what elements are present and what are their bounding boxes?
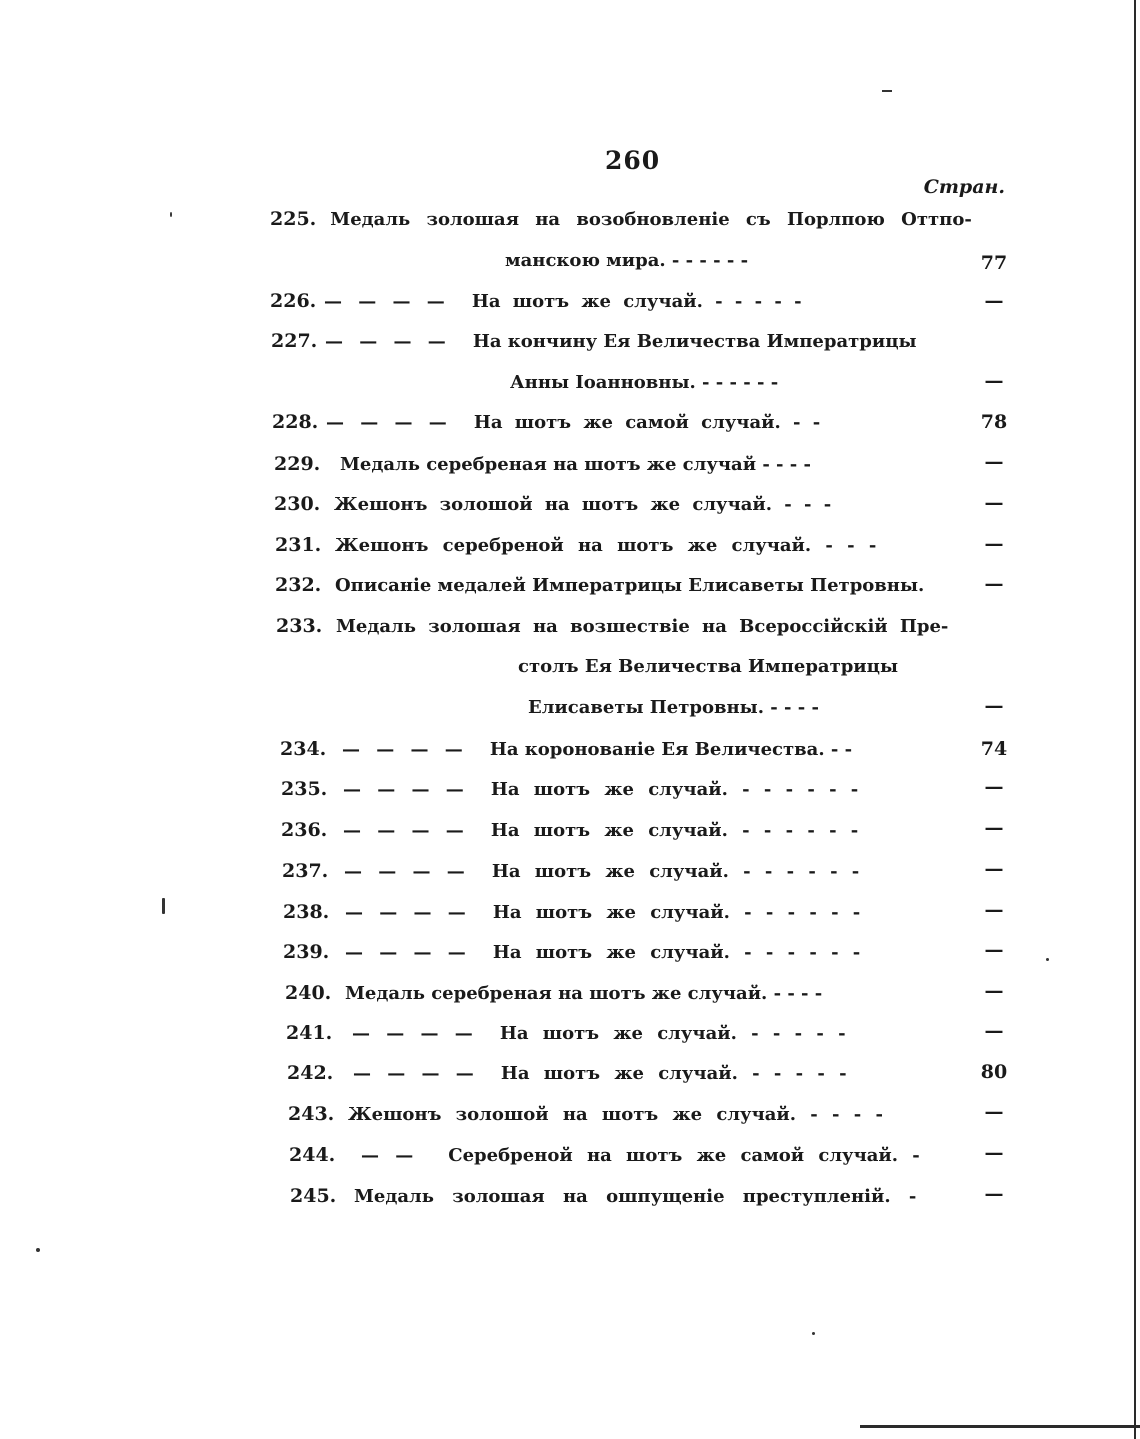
- toc-entry: [270, 290, 802, 313]
- entry-title: На шотъ же случай. - - - - - -: [492, 902, 861, 923]
- entry-number: 234.: [280, 738, 327, 760]
- entry-title: Медаль золошая на ошпущеніе преступленій. -: [354, 1186, 917, 1207]
- ink-speck: [170, 212, 172, 217]
- entry-title: На кончину Ея Величества Императрицы: [472, 331, 917, 352]
- toc-entry: [289, 1144, 920, 1167]
- toc-entry: [276, 615, 948, 638]
- entry-page: —: [984, 980, 1004, 1002]
- entry-title: Медаль серебреная на шотъ же случай. - - - -: [345, 983, 823, 1004]
- toc-entry: [274, 493, 831, 516]
- entry-number: 231.: [275, 534, 322, 556]
- entry-page: —: [984, 1142, 1004, 1164]
- entry-number: 236.: [281, 819, 328, 841]
- ditto-dashes: — — — —: [345, 902, 471, 923]
- entry-title: На шотъ же случай. - - - - - -: [490, 820, 859, 841]
- entry-page: —: [984, 899, 1004, 921]
- toc-entry: [290, 1185, 916, 1208]
- entry-number: 243.: [288, 1103, 335, 1125]
- entry-page: —: [984, 695, 1004, 717]
- ditto-dashes: — — — —: [326, 412, 452, 433]
- ditto-dashes: — — — —: [342, 739, 468, 760]
- entry-number: 238.: [283, 901, 330, 923]
- entry-page: —: [984, 370, 1004, 392]
- entry-number: 229.: [274, 453, 321, 475]
- ink-speck: [812, 1332, 815, 1335]
- toc-entry: [287, 1062, 847, 1085]
- ditto-dashes: — — — —: [324, 291, 450, 312]
- entry-title: Серебреной на шотъ же самой случай. -: [448, 1145, 920, 1166]
- entry-number: 233.: [276, 615, 323, 637]
- entry-page: —: [984, 533, 1004, 555]
- ink-speck: [36, 1248, 40, 1252]
- entry-number: 239.: [283, 941, 330, 963]
- ditto-dashes: — — — —: [343, 779, 469, 800]
- entry-number: 241.: [286, 1022, 333, 1044]
- entry-title: На шотъ же самой случай. - -: [473, 412, 821, 433]
- entry-title: Жешонъ золошой на шотъ же случай. - - -: [334, 494, 832, 515]
- entry-title: На шотъ же случай. - - - - -: [471, 291, 802, 312]
- toc-entry: [281, 819, 858, 842]
- page-edge-line: [1134, 0, 1136, 1439]
- toc-entry: [280, 738, 852, 761]
- entry-number: 245.: [290, 1185, 337, 1207]
- entry-title: Медаль золошая на возшествіе на Всероссійскій Пре-: [336, 616, 949, 637]
- toc-entry: [275, 534, 876, 557]
- ink-speck: [162, 898, 165, 914]
- entry-number: 244.: [289, 1144, 336, 1166]
- toc-entry: [271, 330, 917, 353]
- entry-page: —: [984, 776, 1004, 798]
- entry-page: —: [984, 858, 1004, 880]
- entry-title: Медаль серебреная на шотъ же случай - - - -: [340, 454, 811, 475]
- entry-page: —: [984, 290, 1004, 312]
- ditto-dashes: — — — —: [353, 1063, 479, 1084]
- entry-page: 74: [980, 738, 1008, 760]
- entry-number: 227.: [271, 330, 318, 352]
- entry-number: 225.: [270, 208, 317, 230]
- entry-page: —: [984, 1020, 1004, 1042]
- toc-entry: [270, 208, 972, 231]
- ditto-dashes: — — — —: [345, 942, 471, 963]
- entry-title: На шотъ же случай. - - - - - -: [492, 942, 861, 963]
- entry-title: На шотъ же случай. - - - - - -: [491, 861, 860, 882]
- toc-entry: [283, 941, 860, 964]
- toc-entry: [283, 901, 860, 924]
- toc-entry: [272, 411, 820, 434]
- entry-page: —: [984, 492, 1004, 514]
- entry-continuation: Елисаветы Петровны. - - - -: [528, 697, 819, 718]
- toc-entry: [282, 860, 859, 883]
- page-column-header: Стран.: [923, 176, 1005, 198]
- entry-title: Описаніе медалей Императрицы Елисаветы Петровны.: [335, 575, 925, 596]
- entry-number: 232.: [275, 574, 322, 596]
- entry-page: —: [984, 451, 1004, 473]
- toc-entry: [281, 778, 858, 801]
- entry-title: На шотъ же случай. - - - - -: [499, 1023, 846, 1044]
- toc-entry: [275, 574, 924, 597]
- entry-title: На коронованіе Ея Величества. - -: [489, 739, 853, 760]
- entry-continuation: столъ Ея Величества Императрицы: [518, 656, 899, 677]
- toc-entry: [288, 1103, 883, 1126]
- entry-title: Жешонъ серебреной на шотъ же случай. - - -: [335, 535, 877, 556]
- entry-page: —: [984, 939, 1004, 961]
- ditto-dashes: — — — —: [343, 820, 469, 841]
- entry-page: —: [984, 817, 1004, 839]
- entry-page: 78: [980, 411, 1008, 433]
- entry-page: 80: [980, 1061, 1008, 1083]
- ditto-dashes: — — — —: [325, 331, 451, 352]
- entry-number: 230.: [274, 493, 321, 515]
- entry-continuation: манскою мира. - - - - - -: [505, 250, 749, 271]
- entry-page: 77: [980, 252, 1008, 274]
- entry-continuation: Анны Іоанновны. - - - - - -: [510, 372, 779, 393]
- entry-title: На шотъ же случай. - - - - -: [500, 1063, 847, 1084]
- entry-page: —: [984, 1183, 1004, 1205]
- toc-entry: [286, 1022, 846, 1045]
- entry-page: —: [984, 573, 1004, 595]
- toc-entry: [274, 453, 811, 476]
- ditto-dashes: — — — —: [352, 1023, 478, 1044]
- page-number: 260: [605, 146, 661, 175]
- entry-title: Медаль золошая на возобновленіе съ Порлпою Оттпо-: [330, 209, 972, 230]
- entry-number: 235.: [281, 778, 328, 800]
- entry-title: Жешонъ золошой на шотъ же случай. - - - -: [348, 1104, 883, 1125]
- entry-number: 237.: [282, 860, 329, 882]
- ink-speck: [882, 90, 892, 92]
- entry-number: 242.: [287, 1062, 334, 1084]
- entry-number: 226.: [270, 290, 317, 312]
- entry-page: —: [984, 1101, 1004, 1123]
- entry-title: На шотъ же случай. - - - - - -: [490, 779, 859, 800]
- entry-number: 240.: [285, 982, 332, 1004]
- bottom-rule: [860, 1425, 1140, 1428]
- toc-entry: [285, 982, 822, 1005]
- ditto-dashes: — — — —: [344, 861, 470, 882]
- ditto-dashes: — —: [361, 1145, 419, 1166]
- ink-speck: [1046, 958, 1049, 961]
- entry-number: 228.: [272, 411, 319, 433]
